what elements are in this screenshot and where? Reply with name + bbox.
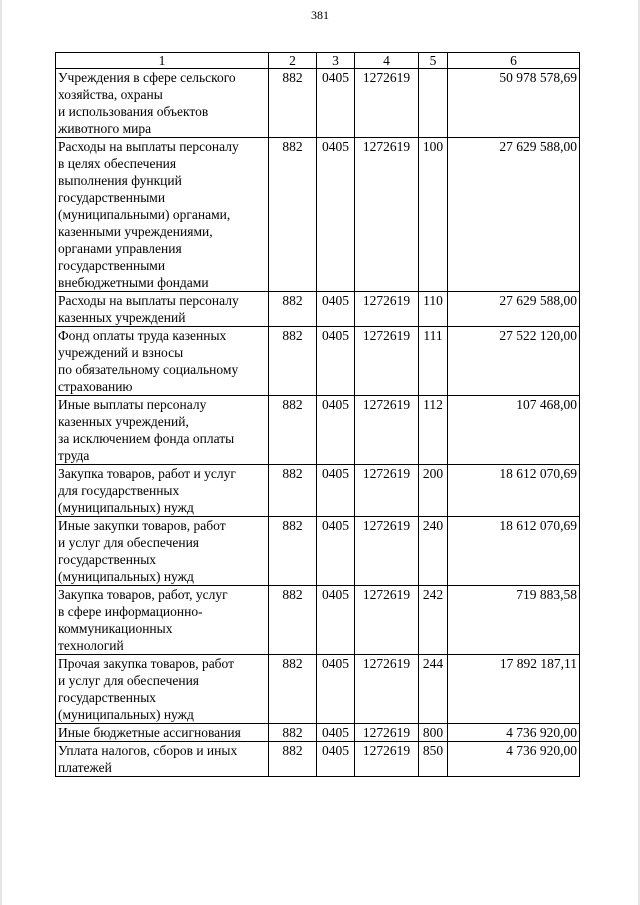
target-code-cell: 1272619	[355, 517, 419, 586]
row-name-line: органами управления	[58, 241, 182, 256]
expense-type-cell: 100	[419, 138, 448, 292]
row-name-cell	[56, 138, 269, 292]
table-row	[56, 69, 580, 138]
row-name-line: Учреждения в сфере сельского	[58, 70, 236, 85]
row-name-line: коммуникационных	[58, 621, 173, 636]
admin-code-cell: 882	[269, 292, 317, 327]
section-code-cell: 0405	[317, 69, 355, 138]
row-name-line: Прочая закупка товаров, работ	[58, 656, 235, 671]
row-name-cell	[56, 724, 269, 742]
row-name-line: государственными	[58, 190, 166, 205]
admin-code-cell: 882	[269, 138, 317, 292]
row-name-line: и услуг для обеспечения	[58, 535, 200, 550]
row-name-line: Уплата налогов, сборов и иных	[58, 743, 238, 758]
target-code-cell: 1272619	[355, 724, 419, 742]
row-name-line: по обязательному социальному	[58, 362, 239, 377]
column-header-5: 5	[419, 53, 448, 69]
row-name-line: казенных учреждений,	[58, 414, 189, 429]
target-code-cell: 1272619	[355, 465, 419, 517]
row-name-line: (муниципальных) нужд	[58, 707, 194, 722]
row-name-line: государственных	[58, 690, 157, 705]
target-code-cell: 1272619	[355, 586, 419, 655]
row-name-cell	[56, 655, 269, 724]
section-code-cell: 0405	[317, 517, 355, 586]
amount-cell: 18 612 070,69	[448, 517, 580, 586]
table-row	[56, 655, 580, 724]
expense-type-cell: 112	[419, 396, 448, 465]
row-name-cell	[56, 327, 269, 396]
row-name-line: внебюджетными фондами	[58, 275, 209, 290]
table-row	[56, 327, 580, 396]
row-name-line: для государственных	[58, 483, 180, 498]
row-name-line: казенных учреждений	[58, 310, 186, 325]
row-name-cell	[56, 465, 269, 517]
section-code-cell: 0405	[317, 465, 355, 517]
row-name-line: Расходы на выплаты персоналу	[58, 139, 239, 154]
row-name-line: страхованию	[58, 379, 133, 394]
row-name-line: учреждений и взносы	[58, 345, 184, 360]
row-name-line: Иные выплаты персоналу	[58, 397, 207, 412]
admin-code-cell: 882	[269, 396, 317, 465]
table-row	[56, 292, 580, 327]
target-code-cell: 1272619	[355, 742, 419, 777]
admin-code-cell: 882	[269, 69, 317, 138]
row-name-cell	[56, 517, 269, 586]
column-header-4: 4	[355, 53, 419, 69]
section-code-cell: 0405	[317, 586, 355, 655]
table-row	[56, 465, 580, 517]
row-name-cell	[56, 396, 269, 465]
row-name-line: государственными	[58, 258, 166, 273]
row-name-cell	[56, 742, 269, 777]
row-name-line: Фонд оплаты труда казенных	[58, 328, 227, 343]
row-name-line: платежей	[58, 760, 112, 775]
section-code-cell: 0405	[317, 655, 355, 724]
amount-cell: 27 522 120,00	[448, 327, 580, 396]
row-name-line: Иные закупки товаров, работ	[58, 518, 226, 533]
row-name-line: Иные бюджетные ассигнования	[58, 725, 241, 740]
section-code-cell: 0405	[317, 724, 355, 742]
row-name-line: хозяйства, охраны	[58, 87, 163, 102]
table-row	[56, 586, 580, 655]
budget-table	[55, 52, 580, 777]
row-name-cell	[56, 69, 269, 138]
row-name-line: в сфере информационно-	[58, 604, 203, 619]
expense-type-cell	[419, 69, 448, 138]
column-header-2: 2	[269, 53, 317, 69]
table-row	[56, 517, 580, 586]
row-name-line: (муниципальных) нужд	[58, 569, 194, 584]
row-name-line: Закупка товаров, работ и услуг	[58, 466, 236, 481]
section-code-cell: 0405	[317, 396, 355, 465]
row-name-line: животного мира	[58, 121, 152, 136]
section-code-cell: 0405	[317, 138, 355, 292]
table-row	[56, 138, 580, 292]
admin-code-cell: 882	[269, 517, 317, 586]
table-row	[56, 396, 580, 465]
column-header-6: 6	[448, 53, 580, 69]
amount-cell: 27 629 588,00	[448, 138, 580, 292]
row-name-line: казенными учреждениями,	[58, 224, 213, 239]
expense-type-cell: 240	[419, 517, 448, 586]
expense-type-cell: 850	[419, 742, 448, 777]
table-body	[56, 69, 580, 777]
target-code-cell: 1272619	[355, 655, 419, 724]
admin-code-cell: 882	[269, 327, 317, 396]
target-code-cell: 1272619	[355, 292, 419, 327]
amount-cell: 18 612 070,69	[448, 465, 580, 517]
amount-cell: 4 736 920,00	[448, 742, 580, 777]
row-name-line: и услуг для обеспечения	[58, 673, 200, 688]
section-code-cell: 0405	[317, 327, 355, 396]
column-header-1: 1	[56, 53, 269, 69]
admin-code-cell: 882	[269, 586, 317, 655]
row-name-line: за исключением фонда оплаты	[58, 431, 235, 446]
target-code-cell: 1272619	[355, 396, 419, 465]
amount-cell: 50 978 578,69	[448, 69, 580, 138]
row-name-line: технологий	[58, 638, 124, 653]
expense-type-cell: 200	[419, 465, 448, 517]
header-row	[56, 53, 580, 69]
row-name-line: Закупка товаров, работ, услуг	[58, 587, 228, 602]
admin-code-cell: 882	[269, 724, 317, 742]
amount-cell: 17 892 187,11	[448, 655, 580, 724]
row-name-cell	[56, 292, 269, 327]
expense-type-cell: 111	[419, 327, 448, 396]
expense-type-cell: 242	[419, 586, 448, 655]
row-name-line: выполнения функций	[58, 173, 182, 188]
target-code-cell: 1272619	[355, 138, 419, 292]
column-header-3: 3	[317, 53, 355, 69]
section-code-cell: 0405	[317, 742, 355, 777]
expense-type-cell: 800	[419, 724, 448, 742]
admin-code-cell: 882	[269, 742, 317, 777]
admin-code-cell: 882	[269, 465, 317, 517]
target-code-cell: 1272619	[355, 69, 419, 138]
expense-type-cell: 110	[419, 292, 448, 327]
amount-cell: 27 629 588,00	[448, 292, 580, 327]
table-row	[56, 724, 580, 742]
row-name-line: государственных	[58, 552, 157, 567]
row-name-line: и использования объектов	[58, 104, 209, 119]
row-name-line: Расходы на выплаты персоналу	[58, 293, 239, 308]
amount-cell: 719 883,58	[448, 586, 580, 655]
row-name-line: (муниципальными) органами,	[58, 207, 231, 222]
expense-type-cell: 244	[419, 655, 448, 724]
table-row	[56, 742, 580, 777]
section-code-cell: 0405	[317, 292, 355, 327]
page-number: 381	[311, 8, 329, 22]
row-name-line: в целях обеспечения	[58, 156, 177, 171]
amount-cell: 4 736 920,00	[448, 724, 580, 742]
row-name-line: труда	[58, 448, 90, 463]
admin-code-cell: 882	[269, 655, 317, 724]
target-code-cell: 1272619	[355, 327, 419, 396]
row-name-cell	[56, 586, 269, 655]
amount-cell: 107 468,00	[448, 396, 580, 465]
row-name-line: (муниципальных) нужд	[58, 500, 194, 515]
scan-edge-left	[0, 0, 2, 905]
